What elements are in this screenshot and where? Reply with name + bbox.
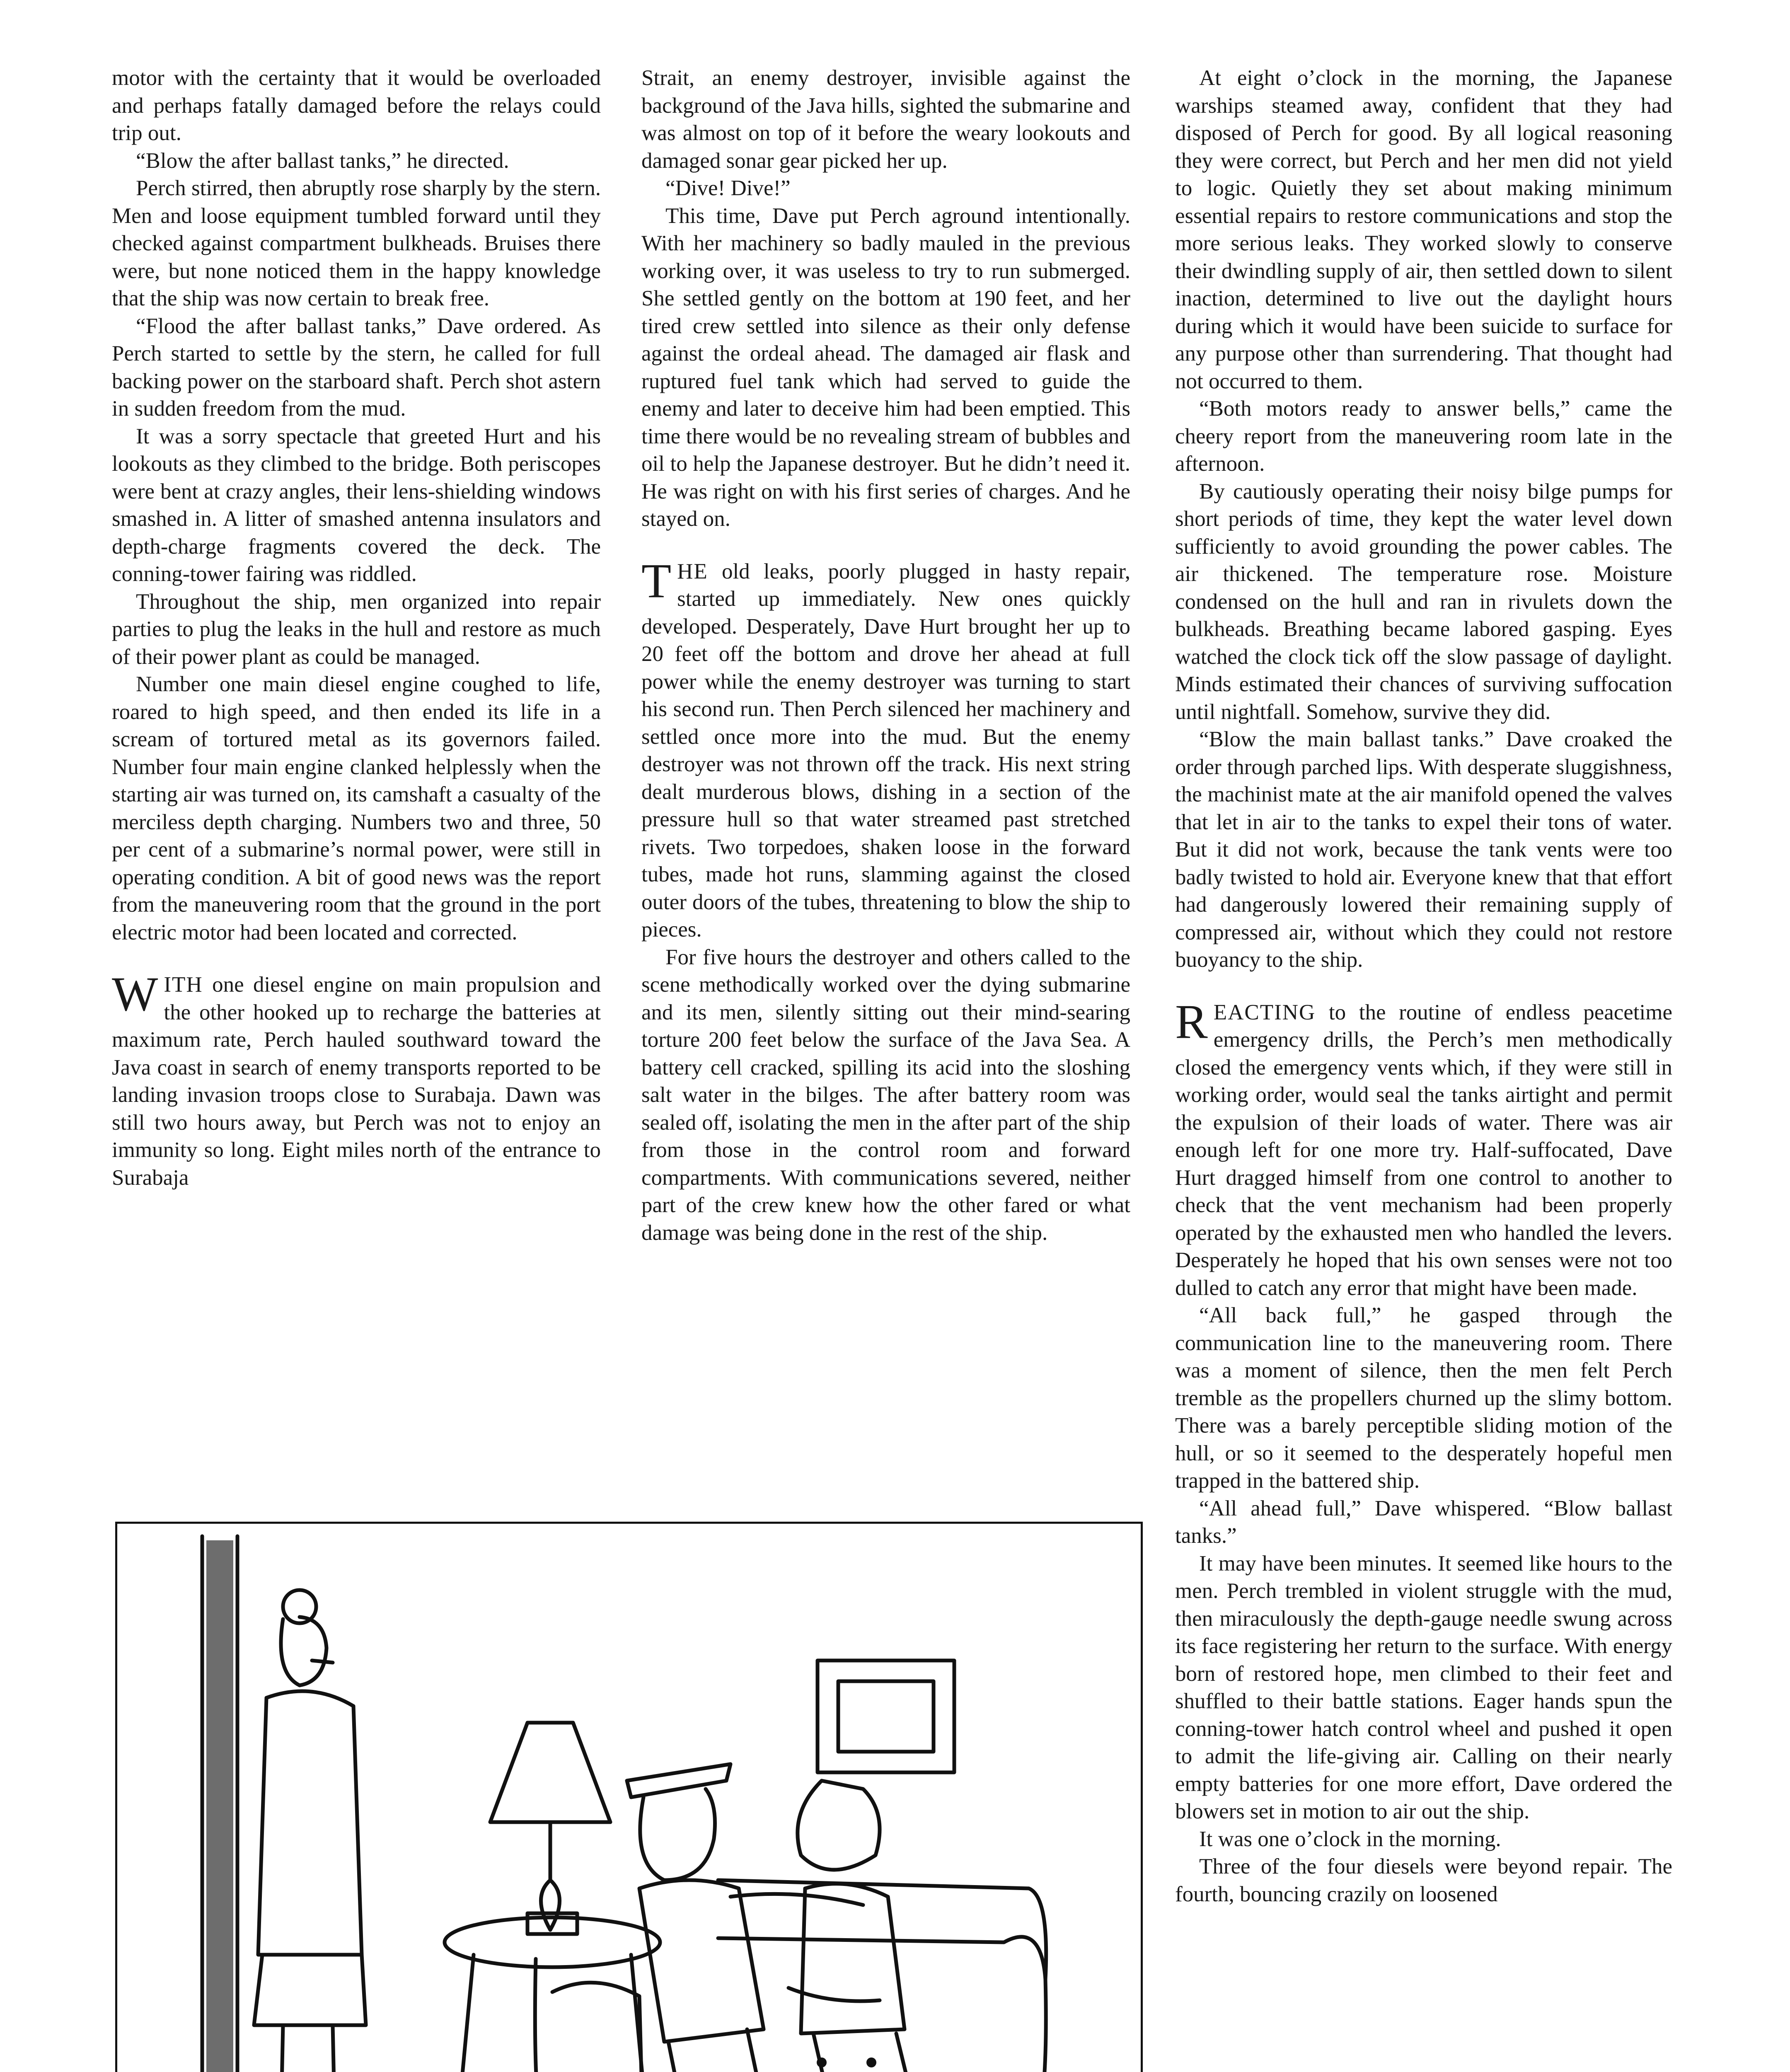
blonde-woman-head: [798, 1781, 880, 1870]
paragraph: At eight o’clock in the morning, the Japanese warships steamed away, confident that they had disposed of Perch for good. By all logical reasoning they were correct, but Perch and her men did not yield to logic. Quietly they set about making minimum essential repairs to restore communications and stop the more serious leaks. They worked slowly to conserve their dwindling supply of air, then settled down to silent inaction, determined to live out the daylight hours during which it would have been suicide to surface for any purpose other than surrendering. That thought had not occurred to them.: [1175, 66, 1672, 393]
woman-skirt: [254, 1955, 366, 2025]
man-arm: [731, 1894, 863, 1905]
wall-picture-inner: [838, 1681, 934, 1752]
paragraph: Perch stirred, then abruptly rose sharply by the stern. Men and loose equipment tumbled forward until they checked against compartment bulkheads. Bruises there were, but none noticed them in the happy knowledge that the ship was now certain to break free.: [112, 176, 601, 310]
paragraph: By cautiously operating their noisy bilge pumps for short periods of time, they kept the water level down sufficiently to avoid grounding the power cables. The air thickened. The temperature rose. Moisture condensed on the hull and ran in rivulets down the bulkheads. Breathing became labored gasping. Eyes watched the clock tick off the slow passage of daylight. Minds estimated their chances of surviving suffocation until nightfall. Somehow, survive they did.: [1175, 479, 1672, 724]
paragraph: Three of the four diesels were beyond repair. The fourth, bouncing crazily on loosened: [1175, 1854, 1672, 1906]
lamp-shade: [490, 1723, 610, 1822]
dropcap-paragraph: [1175, 994, 1672, 1302]
paragraph: It may have been minutes. It seemed like hours to the men. Perch trembled in violent struggle with the mud, then miraculously the depth-gauge needle swung across its face registering her return to the surface. With energy born of restored hope, men climbed to their feet and shuffled to their battle stations. Eager hands spun the conning-tower hatch control wheel and pushed it open to admit the life-giving air. Calling on their nearly empty batteries for one more effort, Dave ordered the blowers set in motion to air out the ship.: [1175, 1551, 1672, 1823]
dropcap-paragraph: [641, 553, 1130, 944]
man-head: [640, 1789, 715, 1880]
dropcap-paragraph: [112, 967, 601, 1191]
paragraph: It was one o’clock in the morning.: [1199, 1827, 1501, 1851]
drop-cap: W: [112, 967, 158, 1021]
woman-head: [281, 1617, 327, 1685]
drop-cap: T: [641, 553, 672, 608]
sofa-arm: [552, 1982, 643, 2072]
paragraph: “Both motors ready to answer bells,” came the cheery report from the maneuvering room late in the afternoon.: [1175, 397, 1672, 476]
paragraph: motor with the certainty that it would be overloaded and perhaps fatally damaged before the relays could trip out.: [112, 66, 601, 145]
cartoon-panel: [115, 1522, 1143, 2072]
paragraph: Strait, an enemy destroyer, invisible against the background of the Java hills, sighted the submarine and was almost on top of it before the weary lookouts and damaged sonar gear picked her up.: [641, 66, 1130, 173]
woman-legs: [281, 2025, 335, 2072]
side-table-legs: [461, 1955, 643, 2072]
sofa-outline: [535, 1937, 1046, 2072]
article-column-2: [641, 64, 1130, 1490]
woman-face: [312, 1661, 333, 1663]
paragraph: Number one main diesel engine coughed to life, roared to high speed, and then ended its life in a scream of tortured metal as its governors failed. Number four main engine clanked helplessly when the starting air was turned on, its camshaft a casualty of the merciless depth charging. Numbers two and three, 50 per cent of a submarine’s normal power, were still in operating condition. A bit of good news was the report from the maneuvering room that the ground in the port electric motor had been located and corrected.: [112, 672, 601, 944]
paragraph-text: old leaks, poorly plugged in hasty repair, started up immediately. New ones quickly developed. Desperately, Dave Hurt brought her up to 20 feet off the bottom and drove her ahead at full power while the enemy destroyer was turning to start his second run. Then Perch silenced her machinery and settled once more into the mud. But the enemy destroyer was not thrown off the track. His next string dealt murderous blows, dishing in a section of the pressure hull so that water streamed past stretched rivets. Two torpedoes, shaken loose in the forward tubes, made hot runs, slamming against the closed outer doors of the tubes, threatening to blow the ship to pieces.: [641, 559, 1130, 942]
paragraph: “All ahead full,” Dave whispered. “Blow ballast tanks.”: [1175, 1496, 1672, 1548]
drop-cap-lead: HE: [677, 559, 708, 583]
paragraph: “Blow the main ballast tanks.” Dave croaked the order through parched lips. With desperate sluggishness, the machinist mate at the air manifold opened the valves that let in air to the tanks to expel their tons of water. But it did not work, because the tank vents were too badly twisted to hold air. Everyone knew that that effort had dangerously lowered their remaining supply of compressed air, without which they could not restore buoyancy to the ship.: [1175, 727, 1672, 972]
dress-polka-dots: [817, 2057, 889, 2072]
man-legs: [668, 2029, 797, 2072]
paragraph-text: to the routine of endless peacetime emergency drills, the Perch’s men methodically closed the emergency vents which, if they were still in working order, would seal the tanks airtight and permit the expulsion of their loads of water. There was air enough left for one more try. Half-suffocated, Dave Hurt dragged himself from one control to another to check that the vent mechanism had been properly operated by the exhausted men who handled the levers. Desperately he hoped that his own senses were not too dulled to catch any error that might have been made.: [1175, 1000, 1672, 1300]
woman-body: [258, 1691, 362, 1955]
paragraph: “Blow the after ballast tanks,” he directed.: [136, 148, 509, 173]
paragraph: “All back full,” he gasped through the communication line to the maneuvering room. There was a moment of silence, then the men felt Perch tremble as the propellers churned up the slimy bottom. There was a barely perceptible sliding motion of the hull, or so it seemed to the desperately hopeful men trapped in the battered ship.: [1175, 1303, 1672, 1493]
paragraph: Throughout the ship, men organized into repair parties to plug the leaks in the hull and restore as much of their power plant as could be managed.: [112, 589, 601, 669]
article-column-3: [1175, 64, 1672, 2072]
paragraph: It was a sorry spectacle that greeted Hurt and his lookouts as they climbed to the bridge. Both periscopes were bent at crazy angles, their lens-shielding windows smashed in. A litter of smashed antenna insulators and depth-charge fragments covered the deck. The conning-tower fairing was riddled.: [112, 424, 601, 586]
door-shadow: [206, 1540, 233, 2072]
paragraph: “Flood the after ballast tanks,” Dave ordered. As Perch started to settle by the stern, he called for full backing power on the starboard shaft. Perch shot astern in sudden freedom from the mud.: [112, 314, 601, 421]
cartoon-illustration: [117, 1524, 1141, 2072]
paragraph: For five hours the destroyer and others called to the scene methodically worked over the dying submarine and its men, silently sitting out their mind-searing torture 200 feet below the surface of the Java Sea. A battery cell cracked, spilling its acid into the sloshing salt water in the bilges. The after battery room was sealed off, isolating the men in the after part of the ship from those in the control room and forward compartments. With communications severed, neither part of the crew knew how the other fared or what damage was being done in the rest of the ship.: [641, 945, 1130, 1245]
paragraph-text: one diesel engine on main propulsion and the other hooked up to recharge the batteries at maximum rate, Perch hauled southward toward the Java coast in search of enemy transports reported to be landing invasion troops close to Surabaja. Dawn was still two hours away, but Perch was not to enjoy an immunity so long. Eight miles north of the entrance to Surabaja: [112, 973, 601, 1190]
blonde-woman-body: [801, 1884, 905, 2033]
man-body: [639, 1880, 764, 2042]
drop-cap-lead: ITH: [164, 973, 203, 997]
drop-cap: R: [1175, 994, 1208, 1049]
paragraph: This time, Dave put Perch aground intentionally. With her machinery so badly mauled in the previous working over, it was useless to try to run submerged. She settled gently on the bottom at 190 feet, and her tired crew settled into silence as their only defense against the ordeal ahead. The damaged air flask and ruptured fuel tank which had served to guide the enemy and later to deceive him had been emptied. This time there would be no revealing stream of bubbles and oil to help the Japanese destroyer. But he didn’t need it. He was right on with his first series of charges. And he stayed on.: [641, 203, 1130, 531]
paragraph: “Dive! Dive!”: [665, 176, 791, 200]
boater-hat: [627, 1764, 731, 1797]
drop-cap-lead: EACTING: [1213, 1000, 1316, 1024]
article-column-1: [112, 64, 601, 1490]
